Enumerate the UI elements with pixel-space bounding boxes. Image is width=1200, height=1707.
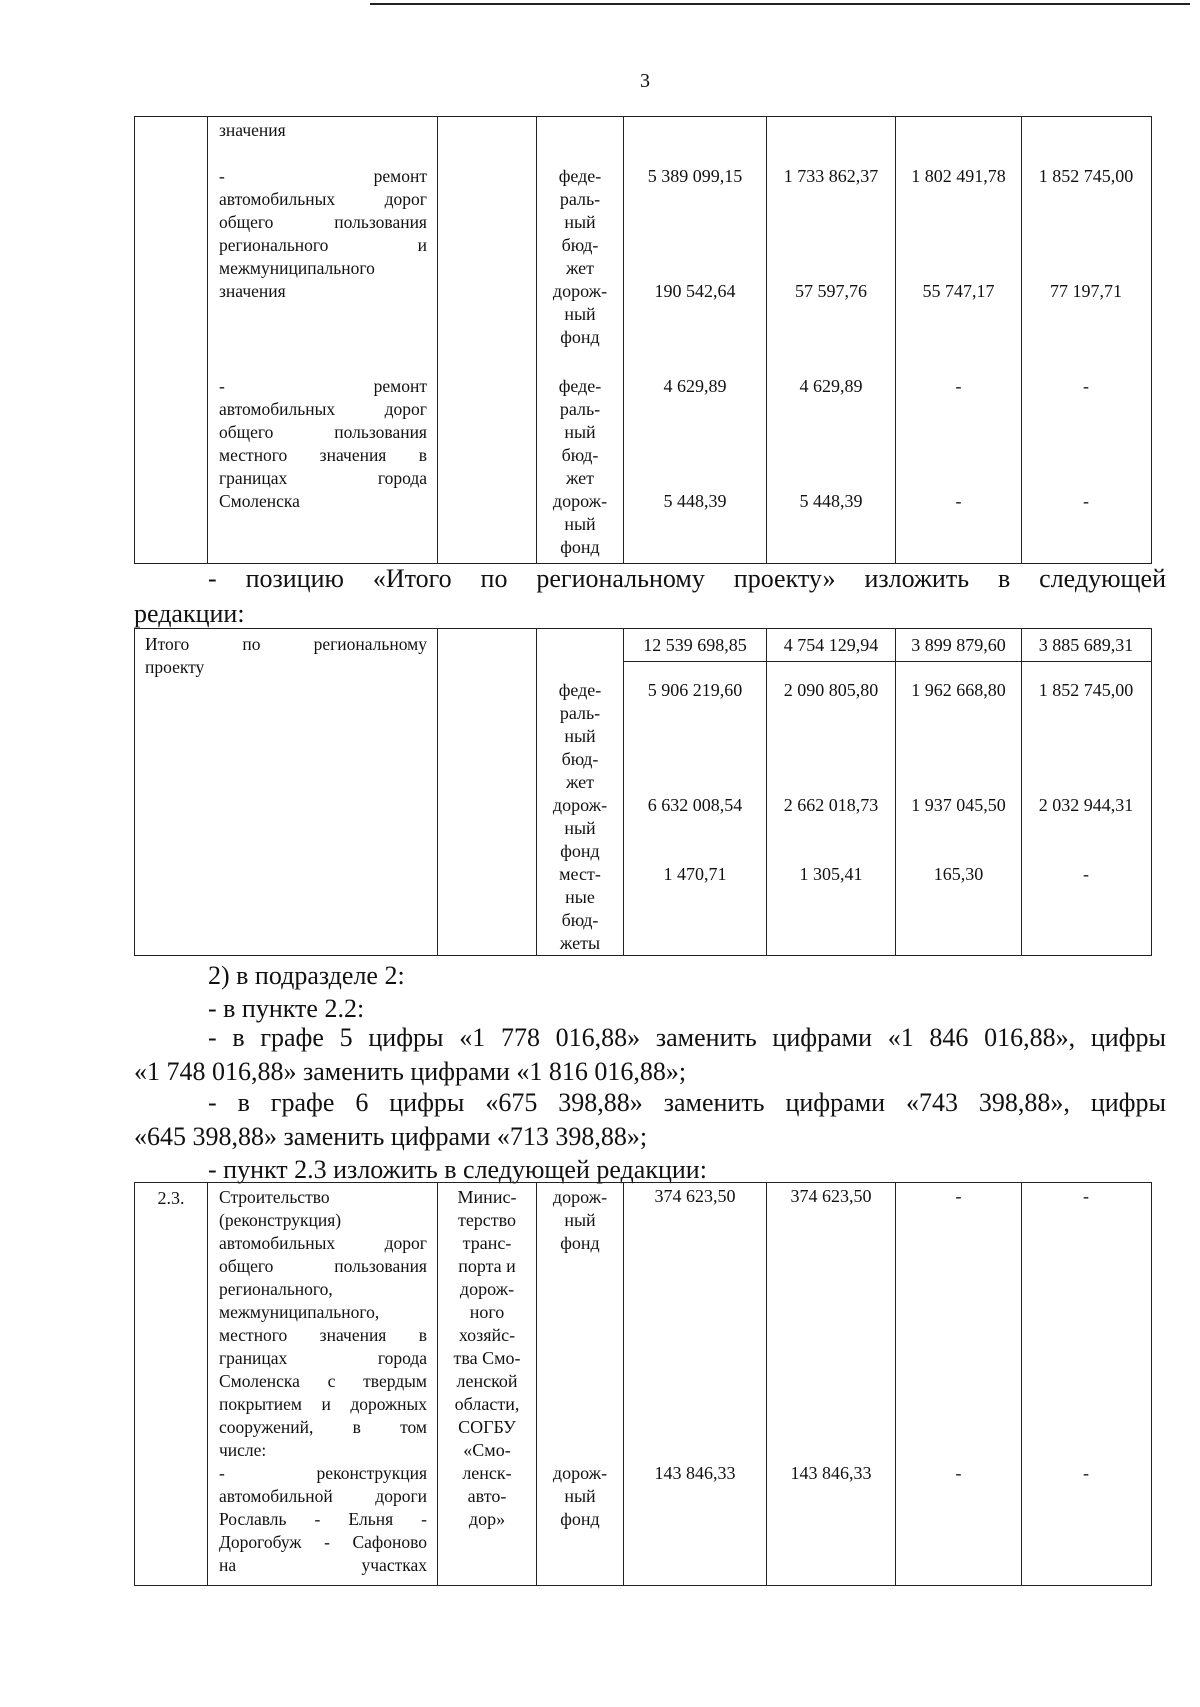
executor-line: порта и [458, 1256, 516, 1276]
value-cell: - [1083, 491, 1089, 511]
source-line: бюд- [561, 910, 599, 930]
value-cell: 374 623,50 [790, 1186, 872, 1206]
source-line: бюд- [561, 749, 599, 769]
row1-label-line: - ремонт [219, 166, 427, 186]
row1-label-line: межмуниципального [219, 258, 375, 278]
executor-line: СОГБУ [458, 1417, 516, 1437]
row1-label-line: общего пользования [219, 212, 427, 232]
value-cell: - [1083, 1463, 1089, 1483]
source-line: раль- [559, 189, 601, 209]
value-cell: 1 852 745,00 [1038, 680, 1134, 700]
source-line: дорож- [552, 1187, 608, 1207]
paragraph-line: 2) в подразделе 2: [208, 961, 405, 990]
label-line: - реконструкция [219, 1463, 427, 1483]
source-line: жет [565, 258, 595, 278]
value-cell: 1 802 491,78 [911, 166, 1006, 186]
source-line: фонд [560, 327, 600, 347]
source-line: ный [564, 514, 596, 534]
value-cell: 1 962 668,80 [911, 680, 1006, 700]
executor-line: дор» [468, 1509, 506, 1529]
label-line: межмуниципального, [219, 1302, 380, 1322]
source-line: ный [564, 212, 596, 232]
label-line: регионального, [219, 1279, 333, 1299]
row2-label-line: Смоленска [219, 491, 300, 511]
source-line: фонд [560, 841, 600, 861]
label-line: покрытием и дорожных [219, 1394, 427, 1414]
label-line: (реконструкция) [219, 1210, 342, 1230]
page-number: 3 [640, 70, 650, 92]
executor-line: ленской [456, 1371, 518, 1391]
source-line: дорож- [552, 795, 608, 815]
executor-line: хозяйс- [458, 1325, 516, 1345]
executor-line: ленск- [462, 1463, 512, 1483]
row1-label-line: автомобильных дорог [219, 189, 427, 209]
value-cell: - [955, 1463, 962, 1483]
label-line: числе: [219, 1440, 267, 1460]
row2-label-line: границах города [219, 468, 427, 488]
value-cell: 1 470,71 [663, 864, 727, 884]
source-line: жет [565, 468, 595, 488]
total-cell: 4 754 129,94 [783, 635, 879, 655]
value-cell: 143 846,33 [654, 1463, 736, 1483]
value-cell: 1 937 045,50 [911, 795, 1006, 815]
value-cell: 77 197,71 [1050, 281, 1122, 301]
value-cell: 1 733 862,37 [783, 166, 879, 186]
value-cell: 190 542,64 [654, 281, 736, 301]
paragraph-line: - пункт 2.3 изложить в следующей редакции: [208, 1155, 707, 1184]
executor-line: транс- [462, 1233, 512, 1253]
label-line: Рославль - Ельня - [219, 1509, 427, 1529]
executor-line: дорож- [459, 1279, 515, 1299]
label-line: Дорогобуж - Сафоново [219, 1532, 427, 1552]
row2-label-line: местного значения в [219, 445, 427, 465]
value-cell: 6 632 008,54 [647, 795, 743, 815]
source-line: раль- [559, 399, 601, 419]
executor-line: терство [457, 1210, 517, 1230]
scan-top-line [370, 3, 1190, 5]
value-cell: 2 032 944,31 [1038, 795, 1134, 815]
source-line: жет [565, 772, 595, 792]
source-line: феде- [558, 376, 602, 396]
value-cell: - [955, 1186, 962, 1206]
value-cell: 55 747,17 [922, 281, 995, 301]
source-line: мест- [559, 864, 601, 884]
totals-label-line: проекту [145, 657, 205, 677]
total-cell: 3 885 689,31 [1038, 635, 1134, 655]
item-number: 2.3. [157, 1188, 185, 1208]
label-line: автомобильной дороги [219, 1486, 427, 1506]
label-line: Смоленска с твердым [219, 1371, 427, 1391]
source-line: жеты [559, 933, 601, 953]
value-cell: 5 389 099,15 [647, 166, 743, 186]
source-line: фонд [560, 1509, 600, 1529]
paragraph-line: - в графе 5 цифры «1 778 016,88» заменить цифрами «1 846 016,88», цифры [208, 1023, 1166, 1052]
executor-line: Минис- [457, 1187, 517, 1207]
label-line: общего пользования [219, 1256, 427, 1276]
executor-line: тва Смо- [453, 1348, 521, 1368]
value-cell: - [1083, 376, 1089, 396]
source-line: дорож- [552, 281, 608, 301]
value-cell: 1 852 745,00 [1038, 166, 1134, 186]
row0-label: значения [219, 120, 286, 140]
paragraph-line: - в пункте 2.2: [208, 994, 365, 1023]
source-line: ные [565, 887, 595, 907]
value-cell: 5 448,39 [799, 491, 863, 511]
source-line: феде- [558, 680, 602, 700]
source-line: дорож- [552, 1463, 608, 1483]
source-line: ный [564, 422, 596, 442]
paragraph-line: редакции: [134, 599, 245, 628]
totals-label-line: Итого по региональному [145, 634, 427, 654]
value-cell: 165,30 [933, 864, 984, 884]
label-line: на участках [219, 1555, 427, 1575]
value-cell: - [1083, 864, 1089, 884]
total-cell: 12 539 698,85 [643, 635, 747, 655]
source-line: дорож- [552, 491, 608, 511]
value-cell: 1 305,41 [799, 864, 863, 884]
source-line: ный [564, 726, 596, 746]
executor-line: ного [469, 1302, 505, 1322]
value-cell: 2 090 805,80 [783, 680, 879, 700]
row1-label-line: регионального и [219, 235, 427, 255]
paragraph-line: «1 748 016,88» заменить цифрами «1 816 016,88»; [134, 1057, 687, 1086]
source-line: ный [564, 1486, 596, 1506]
value-cell: 2 662 018,73 [783, 795, 879, 815]
row2-label-line: автомобильных дорог [219, 399, 427, 419]
source-line: фонд [560, 537, 600, 557]
value-cell: 4 629,89 [663, 376, 727, 396]
value-cell: 4 629,89 [799, 376, 863, 396]
source-line: ный [564, 304, 596, 324]
paragraph-line: - позицию «Итого по региональному проекту» изложить в следующей [208, 564, 1166, 593]
source-line: бюд- [561, 235, 599, 255]
row2-label-line: - ремонт [219, 376, 427, 396]
value-cell: - [955, 376, 962, 396]
paragraph-line: - в графе 6 цифры «675 398,88» заменить цифрами «743 398,88», цифры [208, 1088, 1166, 1117]
executor-line: области, [454, 1394, 520, 1414]
source-line: раль- [559, 703, 601, 723]
value-cell: 57 597,76 [795, 281, 867, 301]
value-cell: 374 623,50 [654, 1186, 736, 1206]
executor-line: авто- [467, 1486, 507, 1506]
executor-line: «Смо- [463, 1440, 511, 1460]
paragraph-line: «645 398,88» заменить цифрами «713 398,88»; [134, 1122, 648, 1151]
source-line: бюд- [561, 445, 599, 465]
table-1 [134, 116, 1152, 564]
value-cell: 143 846,33 [790, 1463, 872, 1483]
value-cell: 5 448,39 [663, 491, 727, 511]
row2-label-line: общего пользования [219, 422, 427, 442]
label-line: местного значения в [219, 1325, 427, 1345]
table-2-totals [134, 628, 1152, 956]
total-cell: 3 899 879,60 [911, 635, 1006, 655]
value-cell: - [1083, 1186, 1089, 1206]
label-line: границах города [219, 1348, 427, 1368]
row1-label-line: значения [219, 281, 286, 301]
label-line: Строительство [219, 1187, 330, 1207]
value-cell: - [955, 491, 962, 511]
value-cell: 5 906 219,60 [647, 680, 743, 700]
label-line: сооружений, в том [219, 1417, 427, 1437]
source-line: фонд [560, 1233, 600, 1253]
source-line: ный [564, 1210, 596, 1230]
source-line: ный [564, 818, 596, 838]
table-3 [134, 1182, 1152, 1586]
label-line: автомобильных дорог [219, 1233, 427, 1253]
source-line: феде- [558, 166, 602, 186]
